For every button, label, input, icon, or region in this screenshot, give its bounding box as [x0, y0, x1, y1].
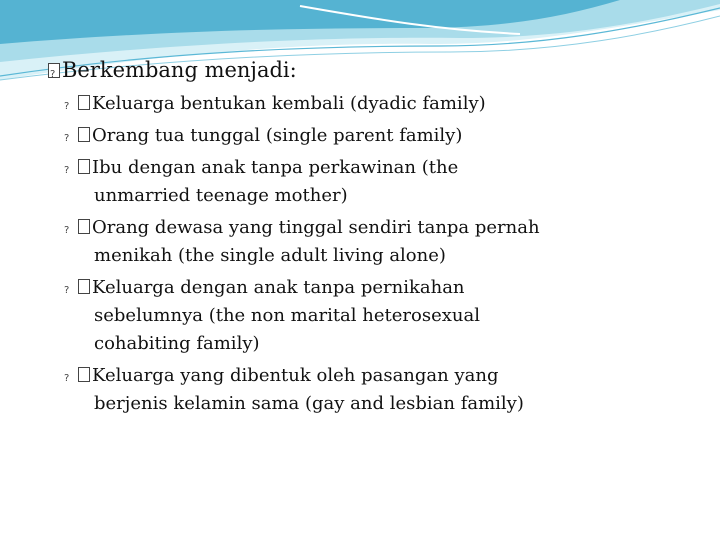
list-item [78, 362, 638, 418]
list-item-text-continued: cohabiting family) [94, 333, 260, 354]
missing-glyph-box-icon [48, 63, 60, 78]
missing-glyph-box-icon [78, 159, 90, 174]
list-item [78, 122, 638, 150]
list-item [78, 90, 638, 118]
missing-glyph-box-icon [78, 279, 90, 294]
list-item-text: Ibu dengan anak tanpa perkawinan (the [92, 157, 459, 178]
list-item [78, 154, 638, 210]
slide-heading [48, 56, 297, 84]
list-item-text: Orang tua tunggal (single parent family) [92, 125, 463, 146]
list-item-text-continued: unmarried teenage mother) [94, 185, 348, 206]
list-item-text: Orang dewasa yang tinggal sendiri tanpa pernah [92, 217, 540, 238]
list-item-text-continued: sebelumnya (the non marital heterosexual [94, 305, 480, 326]
slide-heading-text: Berkembang menjadi: [62, 58, 297, 82]
list-item-text-continued: menikah (the single adult living alone) [94, 245, 446, 266]
missing-glyph-box-icon [78, 95, 90, 110]
bullet-list [78, 90, 638, 422]
list-item [78, 214, 638, 270]
list-item-text: Keluarga yang dibentuk oleh pasangan yang [92, 365, 499, 386]
list-item-text: Keluarga bentukan kembali (dyadic family) [92, 93, 486, 114]
list-item-text: Keluarga dengan anak tanpa pernikahan [92, 277, 465, 298]
missing-glyph-box-icon [78, 127, 90, 142]
missing-glyph-box-icon [78, 367, 90, 382]
list-item-text-continued: berjenis kelamin sama (gay and lesbian family) [94, 393, 524, 414]
missing-glyph-box-icon [78, 219, 90, 234]
list-item [78, 274, 638, 358]
